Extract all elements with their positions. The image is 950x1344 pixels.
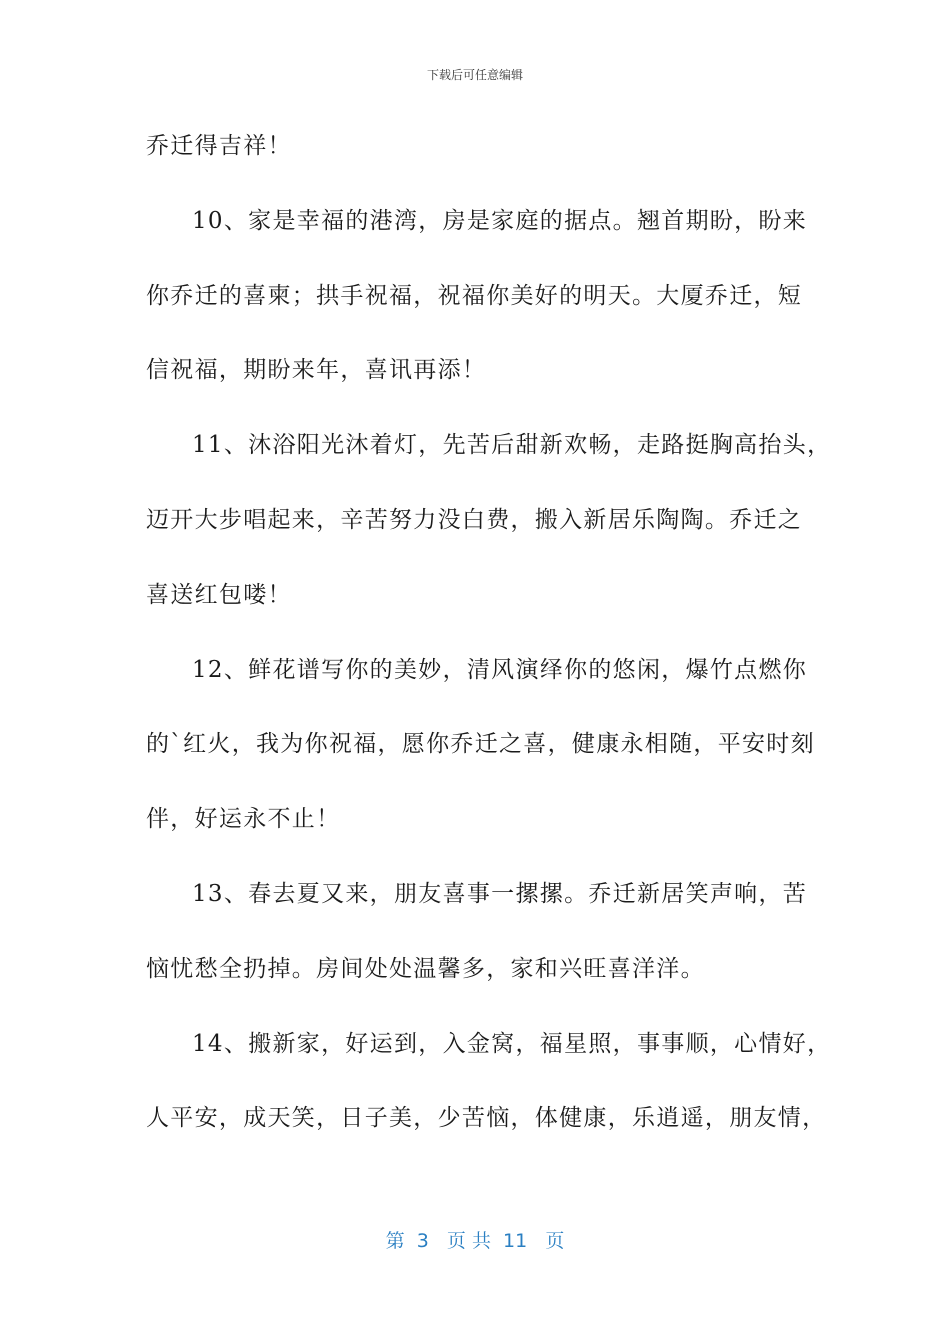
text-line: 11、沐浴阳光沐着灯，先苦后甜新欢畅，走路挺胸高抬头， [192,432,832,459]
text-line: 14、搬新家，好运到，入金窝，福星照，事事顺，心情好， [192,1030,832,1057]
text-line: 恼忧愁全扔掉。房间处处温馨多，家和兴旺喜洋洋。 [146,955,705,982]
text-line: 13、春去夏又来，朋友喜事一摞摞。乔迁新居笑声响，苦 [192,880,808,907]
text-line: 人平安，成天笑，日子美，少苦恼，体健康，乐逍遥，朋友情， [146,1105,827,1132]
text-line: 你乔迁的喜柬；拱手祝福，祝福你美好的明天。大厦乔迁，短 [146,282,803,309]
page-footer: 第 3 页 共 11 页 [385,1230,565,1252]
text-line: 乔迁得吉祥！ [146,133,292,159]
text-line: 喜送红包喽！ [146,581,292,608]
text-line: 的`红火，我为你祝福，愿你乔迁之喜，健康永相随，平安时刻 [146,731,815,758]
text-line: 迈开大步唱起来，辛苦努力没白费，搬入新居乐陶陶。乔迁之 [146,506,803,533]
document-body [146,124,832,1171]
text-line: 伴，好运永不止！ [146,806,341,833]
text-line: 10、家是幸福的港湾，房是家庭的据点。翘首期盼，盼来 [192,207,808,234]
text-line: 信祝福，期盼来年，喜讯再添！ [146,357,487,384]
text-line: 12、鲜花谱写你的美妙，清风演绎你的悠闲，爆竹点燃你 [192,656,808,683]
page-header: 下载后可任意编辑 [426,68,523,82]
